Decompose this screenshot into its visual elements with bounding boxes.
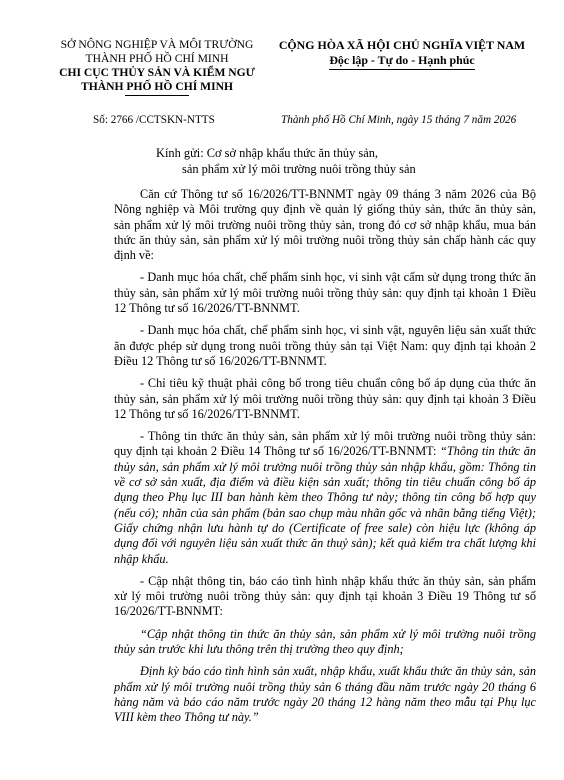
ministry-name: SỞ NÔNG NGHIỆP VÀ MÔI TRƯỜNG bbox=[60, 38, 254, 51]
body-item-2: - Danh mục hóa chất, chế phẩm sinh học, vi sinh vật, nguyên liệu sản xuất thức ăn được phép sử dụng trong nuôi trồng thủy sản tại Việt Nam: quy định tại khoản 2 Điều 12 Thông tư số 16/2026/TT-BNNMT. bbox=[114, 323, 536, 368]
body-item-4-quote: “Thông tin thức ăn thủy sản, sản phẩm xử lý môi trường nuôi trồng thủy sản nhập khẩu, gồm: Thông tin về cơ sở sản xuất, địa điểm và điều kiện sản xuất; thông tin tiêu chuẩn công bố áp dụng theo Phụ lục III ban hành kèm theo Thông tư này; thông tin công bố hợp quy (nếu có); nhãn của sản phẩm (bản sao chụp màu nhãn gốc và nhãn bằng tiếng Việt); Giấy chứng nhận lưu hành tự do (Certificate of free sale) còn hiệu lực (không áp dụng đối với nguyên liệu sản xuất thức ăn thuỷ sản); kết quả kiểm tra chất lượng khi nhập khẩu. bbox=[114, 444, 536, 566]
body-item-5: - Cập nhật thông tin, báo cáo tình hình nhập khẩu thức ăn thủy sản, sản phẩm xử lý môi trường nuôi trồng thủy sản: quy định tại khoản 3 Điều 19 Thông tư số 16/2026/TT-BNNMT: bbox=[114, 573, 536, 619]
document-body bbox=[114, 187, 536, 733]
national-title-block bbox=[266, 38, 538, 70]
agency-underline bbox=[125, 95, 189, 96]
body-quote-2: Định kỳ báo cáo tình hình sản xuất, nhập khẩu, xuất khẩu thức ăn thủy sản, sản phẩm xử lý môi trường nuôi trồng thủy sản 6 tháng đầu năm trước ngày 20 tháng 6 hàng năm và báo cáo năm trước ngày 20 tháng 12 hàng năm theo mẫu tại Phụ lục VIII kèm theo Thông tư này.” bbox=[114, 664, 536, 725]
national-motto: Độc lập - Tự do - Hạnh phúc bbox=[329, 53, 475, 67]
recipient-line1: Kính gửi: Cơ sở nhập khẩu thức ăn thủy sản, bbox=[156, 146, 379, 160]
document-number: Số: 2766 /CCTSKN-NTTS bbox=[93, 114, 215, 126]
body-quote-1: “Cập nhật thông tin thức ăn thủy sản, sản phẩm xử lý môi trường nuôi trồng thủy sản trước khi lưu thông trên thị trường theo quy định; bbox=[114, 626, 536, 657]
recipient-line2: sản phẩm xử lý môi trường nuôi trồng thủy sản bbox=[182, 162, 416, 176]
body-item-4 bbox=[114, 429, 536, 567]
body-item-3: - Chỉ tiêu kỹ thuật phải công bố trong tiêu chuẩn công bố áp dụng của thức ăn thủy sản, sản phẩm xử lý môi trường nuôi trồng thủy sản: quy định tại khoản 3 Điều 12 Thông tư số 16/2026/TT-BNNMT. bbox=[114, 376, 536, 421]
body-item-1: - Danh mục hóa chất, chế phẩm sinh học, vi sinh vật cấm sử dụng trong thức ăn thủy sản, sản phẩm xử lý môi trường nuôi trồng thủy sản: quy định tại khoản 1 Điều 12 Thông tư số 16/2026/TT-BNNMT. bbox=[114, 270, 536, 316]
nation-name: CỘNG HÒA XÃ HỘI CHỦ NGHĨA VIỆT NAM bbox=[278, 38, 526, 52]
issuing-agency-block bbox=[52, 38, 262, 96]
recipient-block bbox=[156, 145, 536, 177]
agency-name-line2: THÀNH PHỐ HỒ CHÍ MINH bbox=[80, 80, 233, 93]
document-date: Thành phố Hồ Chí Minh, ngày 15 tháng 7 năm 2026 bbox=[281, 114, 517, 126]
motto-underline bbox=[329, 69, 475, 70]
city-name: THÀNH PHỐ HỒ CHÍ MINH bbox=[85, 52, 229, 65]
body-item-4-lead: - Thông tin thức ăn thủy sản, sản phẩm xử lý môi trường nuôi trồng thủy sản: quy định tại khoản 2 Điều 14 Thông tư số 16/2026/TT-BNNMT: bbox=[114, 429, 536, 459]
body-intro: Căn cứ Thông tư số 16/2026/TT-BNNMT ngày 09 tháng 3 năm 2026 của Bộ Nông nghiệp và Môi trường quy định về quản lý giống thủy sản, thức ăn thủy sản, sản phẩm xử lý môi trường nuôi trồng thủy sản, trong đó cơ sở nhập khẩu, mua bán thức ăn thủy sản, sản phẩm xử lý môi trường nuôi trồng thủy sản chấp hành các quy định về: bbox=[114, 187, 536, 263]
agency-name-line1: CHI CỤC THỦY SẢN VÀ KIỂM NGƯ bbox=[59, 66, 255, 79]
